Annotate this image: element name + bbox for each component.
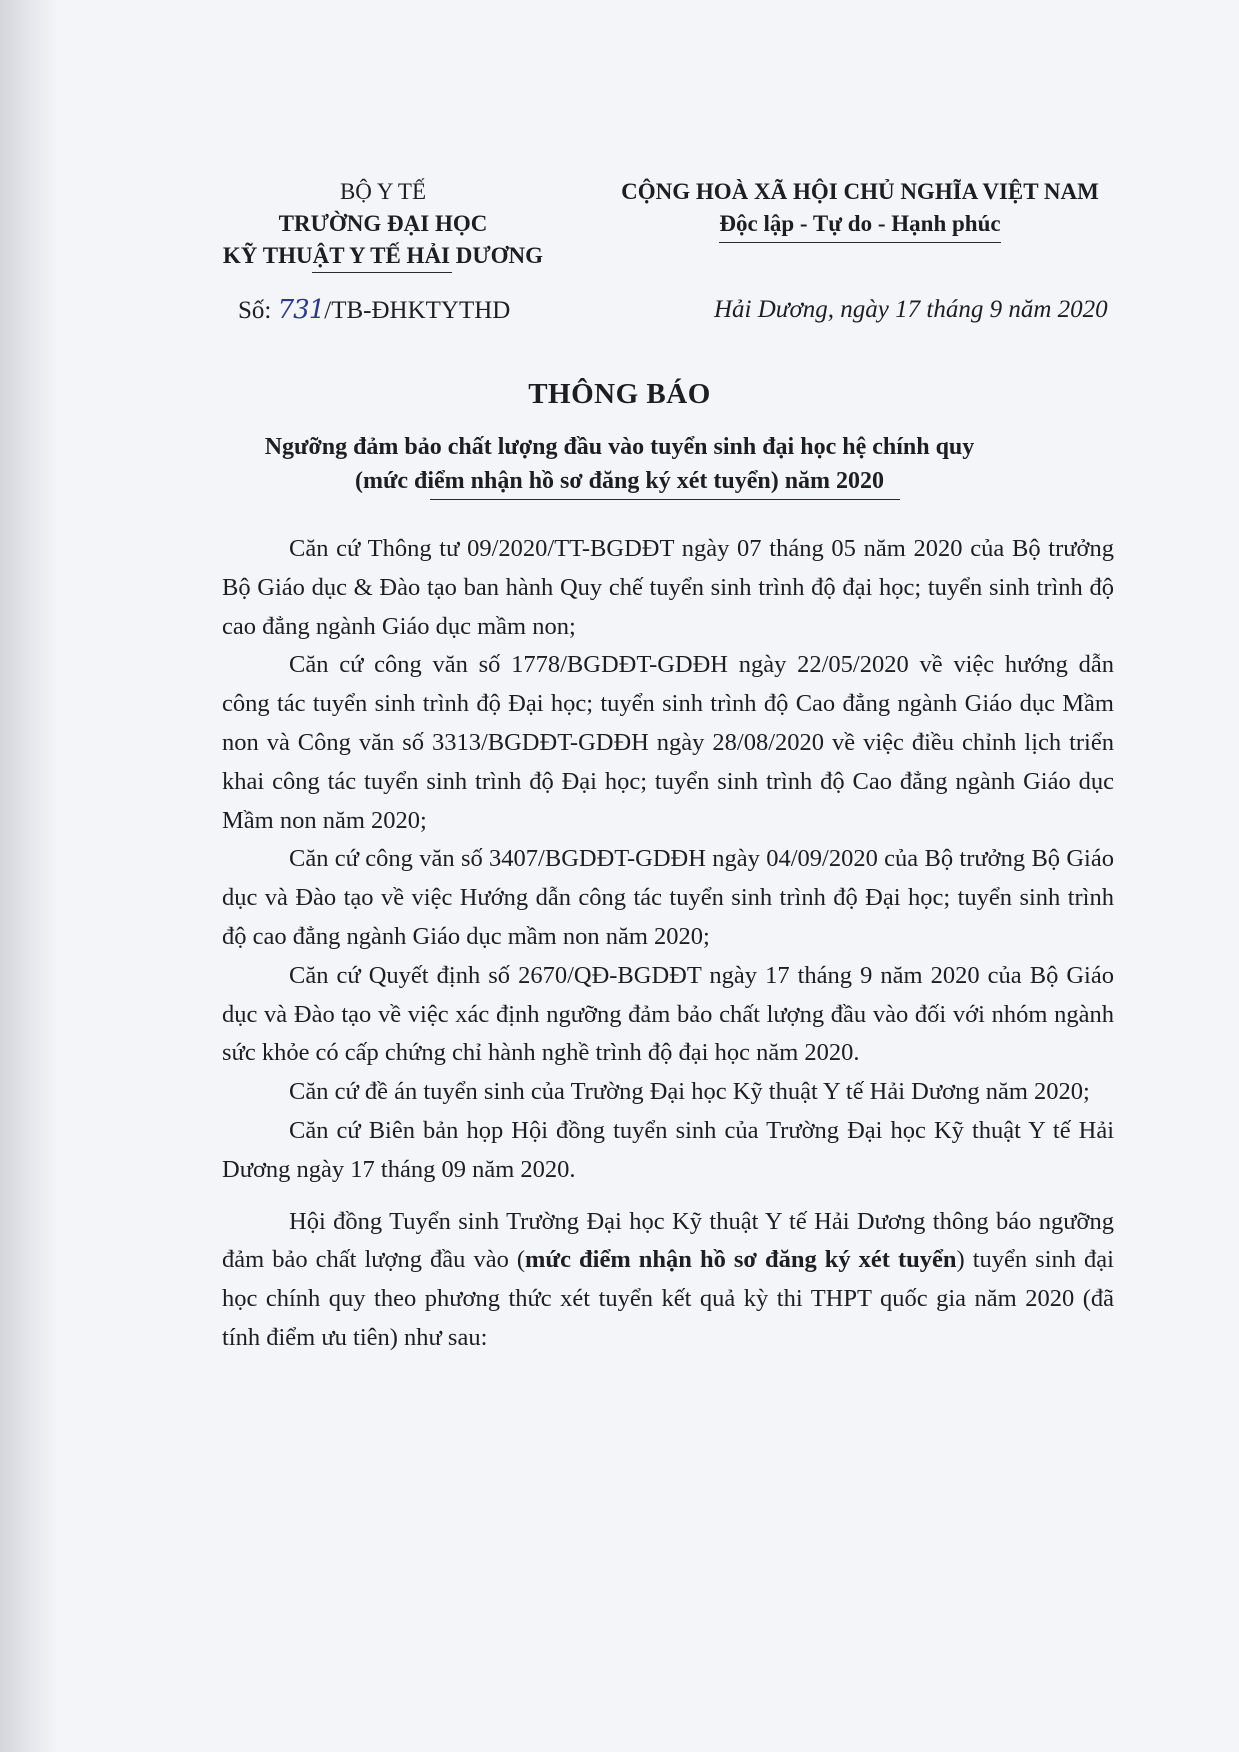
announcement-text-end: ) tuyển sinh đại học chính quy theo phương thức xét tuyển kết quả kỳ thi THPT quốc gia năm 2020 (đã tính điểm ưu tiên) như sau: xyxy=(222,1246,1114,1351)
subtitle-line2: (mức điểm nhận hồ sơ đăng ký xét tuyển) năm 2020 xyxy=(354,468,885,494)
ministry-name: BỘ Y TẾ xyxy=(339,179,427,204)
document-body xyxy=(222,530,1114,1358)
paragraph-legal-basis-5: Căn cứ đề án tuyển sinh của Trường Đại học Kỹ thuật Y tế Hải Dương năm 2020; xyxy=(289,1078,1090,1106)
school-name-line2: KỸ THUẬT Y TẾ HẢI DƯƠNG xyxy=(222,243,544,268)
issuer-underline xyxy=(312,272,452,273)
issuer-block xyxy=(188,176,578,272)
announcement-text-start: Hội đồng Tuyển sinh Trường Đại học Kỹ thuật Y tế Hải Dương thông báo ngưỡng đảm bảo chất lượng đầu vào ( xyxy=(222,1207,1114,1274)
document-number xyxy=(238,295,510,325)
paragraph-legal-basis-1: Căn cứ Thông tư 09/2020/TT-BGDĐT ngày 07 tháng 05 năm 2020 của Bộ trưởng Bộ Giáo dục & Đào tạo ban hành Quy chế tuyển sinh trình độ đại học; tuyển sinh trình độ cao đẳng ngành Giáo dục mầm non; xyxy=(222,535,1114,640)
doc-number-prefix: Số: xyxy=(238,297,278,324)
doc-number-handwritten: 731 xyxy=(277,295,325,325)
subtitle-line1: Ngưỡng đảm bảo chất lượng đầu vào tuyển sinh đại học hệ chính quy xyxy=(264,434,975,460)
national-header xyxy=(580,176,1140,243)
paragraph-announcement xyxy=(222,1203,1114,1358)
paragraph-legal-basis-6: Căn cứ Biên bản họp Hội đồng tuyển sinh của Trường Đại học Kỹ thuật Y tế Hải Dương ngày 17 tháng 09 năm 2020. xyxy=(222,1116,1114,1183)
nation-name: CỘNG HOÀ XÃ HỘI CHỦ NGHĨA VIỆT NAM xyxy=(621,179,1099,204)
paragraph-legal-basis-2: Căn cứ công văn số 1778/BGDĐT-GDĐH ngày 22/05/2020 về việc hướng dẫn công tác tuyển sinh trình độ Đại học; tuyển sinh trình độ Cao đẳng ngành Giáo dục Mầm non và Công văn số 3313/BGDĐT-GDĐH ngày 28/08/2020 về việc điều chỉnh lịch triển khai công tác tuyển sinh trình độ Đại học; tuyển sinh trình độ Cao đẳng ngành Giáo dục Mầm non năm 2020; xyxy=(222,651,1114,834)
school-name-line1: TRƯỜNG ĐẠI HỌC xyxy=(278,211,488,236)
announcement-bold-phrase: mức điểm nhận hồ sơ đăng ký xét tuyển xyxy=(525,1246,957,1274)
doc-number-suffix: /TB-ĐHKTYTHD xyxy=(324,297,511,324)
paragraph-legal-basis-3: Căn cứ công văn số 3407/BGDĐT-GDĐH ngày 04/09/2020 của Bộ trưởng Bộ Giáo dục và Đào tạo về việc Hướng dẫn công tác tuyển sinh trình độ Đại học; tuyển sinh trình độ cao đẳng ngành Giáo dục mầm non năm 2020; xyxy=(222,845,1114,950)
national-motto: Độc lập - Tự do - Hạnh phúc xyxy=(719,208,1000,243)
place-and-date: Hải Dương, ngày 17 tháng 9 năm 2020 xyxy=(714,296,1108,323)
subtitle-underline xyxy=(430,499,900,500)
paragraph-legal-basis-4: Căn cứ Quyết định số 2670/QĐ-BGDĐT ngày 17 tháng 9 năm 2020 của Bộ Giáo dục và Đào tạo về việc xác định ngưỡng đảm bảo chất lượng đầu vào đối với nhóm ngành sức khỏe có cấp chứng chỉ hành nghề trình độ đại học năm 2020. xyxy=(222,961,1114,1067)
document-title: THÔNG BÁO xyxy=(528,378,711,410)
document-subtitle xyxy=(0,430,1239,498)
